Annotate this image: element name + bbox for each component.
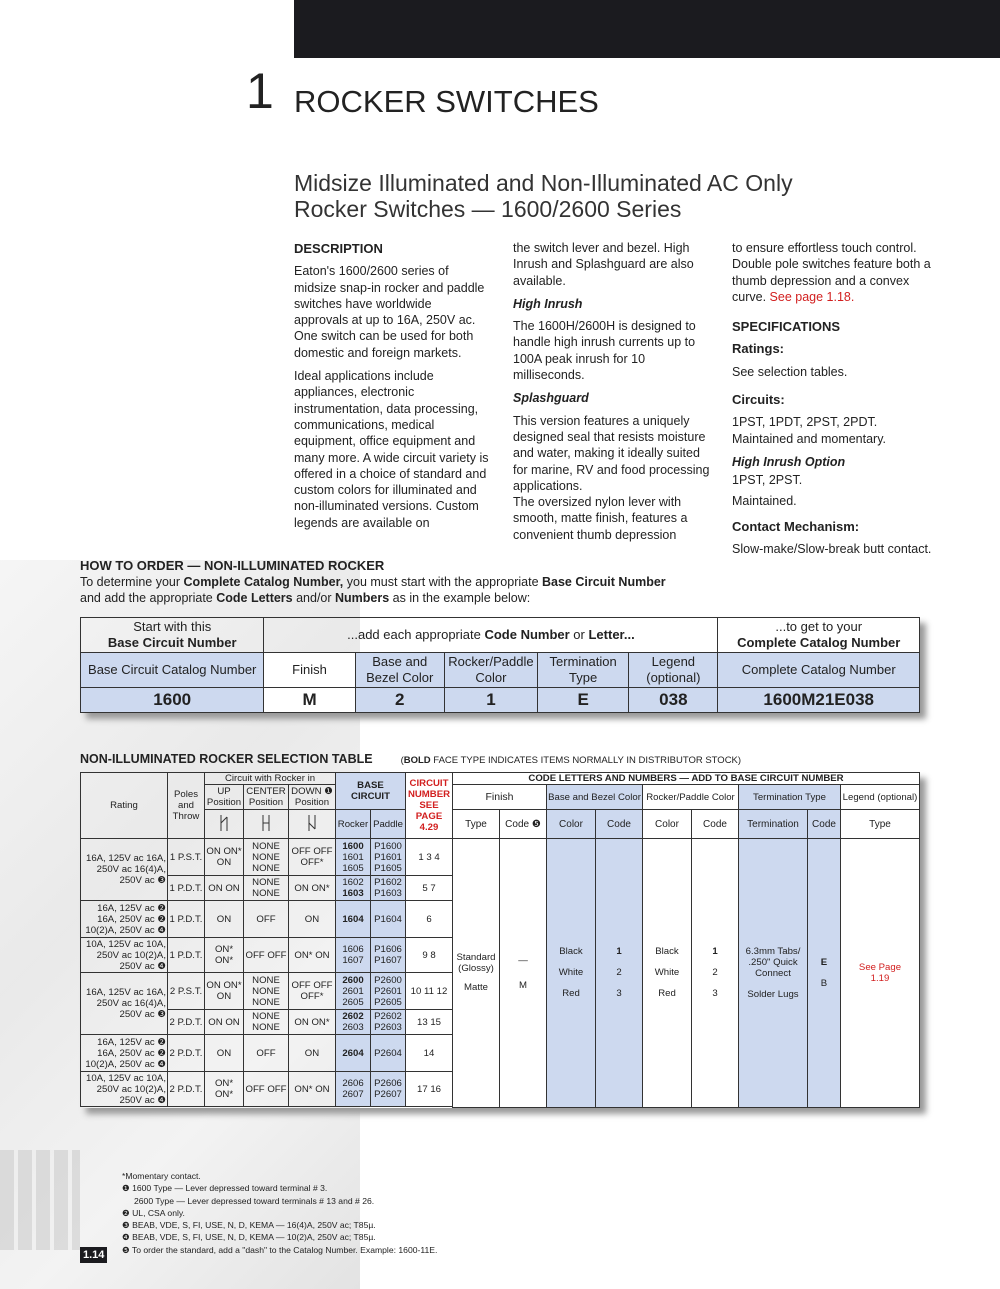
switch-down-icon xyxy=(307,814,317,832)
table-row: 16A, 125V ac 16A, 250V ac 16(4)A, 250V ac ❸ 2 P.S.T. ON ON* ON NONE NONE NONE OFF OFF OFF* 2600 2601 2605 P2600 P2601 P2605 10 11 12 xyxy=(81,973,920,1010)
example-legend: 038 xyxy=(629,688,718,713)
example-term: E xyxy=(538,688,629,713)
switch-up-icon xyxy=(219,814,229,832)
how-to-order: HOW TO ORDER — NON-ILLUMINATED ROCKER To determine your Complete Catalog Number, you must start with the appropriate Base Circuit Number and add the appropriate Code Letters and/or Numbers as in the example below: xyxy=(80,558,666,605)
table-row: 16A, 125V ac ❷ 16A, 250V ac ❷ 10(2)A, 250V ac ❹ 2 P.D.T. ON OFF ON 2604 P2604 14 xyxy=(81,1035,920,1072)
table-row: 16A, 125V ac ❷ 16A, 250V ac ❷ 10(2)A, 250V ac ❹ 1 P.D.T. ON OFF ON 1604 P1604 6 xyxy=(81,901,920,938)
section-title: ROCKER SWITCHES xyxy=(294,84,599,119)
description-heading: DESCRIPTION xyxy=(294,241,383,256)
background-keyboard-image xyxy=(0,1150,80,1250)
switch-center-icon xyxy=(261,814,271,832)
specifications-column: to ensure effortless touch control. Double pole switches feature both a thumb depression and a convex curve. See page 1.18. SPECIFICATIONS Ratings: See selection tables. Circuits: 1PST, 1PDT, 2PST, 2PDT. Maintained and momentary. High Inrush Option 1PST, 2PST. Maintained. Contact Mechanism: Slow-make/Slow-break butt contact. xyxy=(732,241,932,557)
selection-table: Rating Poles and Throw Circuit with Rocker in BASE CIRCUIT CIRCUIT NUMBER SEE PAGE 4.29 CODE LETTERS AND NUMBERS — ADD TO BASE CIRCUIT NUMBER UP Position CENTER Position DOWN ❶ Position Finish Base and Bezel Color Rocker/Paddle Color Termination Type Legend (optional) Rocker Paddle Type Code ❺ Color Code Color Code Termination Code Type 16A, 125V ac 16A, 250V ac 16(4)A, 250V ac ❸ 1 P.S.T. ON ON* ON NONE NONE NONE OFF OFF OFF* 1600 1601 1605 P1600 P1601 P1605 1 3 4 Standard (Glossy) Matte — M Black White Red 1 2 3 Black White Red 1 2 3 6.3mm Tabs/ .250" Quick Connect Solder Lugs E B See Page 1.19 1 P.D.T. ON ON NONE NONE ON ON* 1602 1603 P1602 P1603 5 7 16A, 125V ac ❷ 16A, 250V ac ❷ 10(2)A, 250V ac ❹ 1 P.D.T. ON OFF ON 1604 P1604 6 10A, 125V ac 10A, 250V ac 10(2)A, 250V ac ❹ 1 P.D.T. ON* ON* OFF OFF ON* ON 1606 1607 P1606 P1607 9 8 16A, 125V ac 16A, 250V ac 16(4)A, 250V ac ❸ 2 P.S.T. ON ON* ON NONE NONE NONE OFF OFF OFF* 2600 2601 2605 P2600 P2601 P2605 10 11 12 2 P.D.T. ON ON NONE NONE ON ON* 2602 2603 P2602 P2603 13 15 16A, 125V ac ❷ 16A, 250V ac ❷ 10(2)A, 250V ac ❹ 2 P.D.T. ON OFF ON 2604 P2604 14 10A, 125V ac 10A, 250V ac 10(2)A, 250V ac ❹ 2 P.D.T. ON* ON* OFF OFF ON* ON 2606 2607 P2606 P2607 17 16 xyxy=(80,772,920,1108)
table-row: 16A, 125V ac 16A, 250V ac 16(4)A, 250V ac ❸ 1 P.S.T. ON ON* ON NONE NONE NONE OFF OFF OFF* 1600 1601 1605 P1600 P1601 P1605 1 3 4 Standard (Glossy) Matte — M Black White Red 1 2 3 Black White Red 1 2 3 6.3mm Tabs/ .250" Quick Connect Solder Lugs E B See Page 1.19 xyxy=(81,839,920,876)
page-subtitle: Midsize Illuminated and Non-Illuminated AC Only Rocker Switches — 1600/2600 Series xyxy=(294,170,793,222)
high-inrush-heading: High Inrush xyxy=(513,296,583,311)
table-row: 1 P.D.T. ON ON NONE NONE ON ON* 1602 1603 P1602 P1603 5 7 xyxy=(81,876,920,901)
top-bar xyxy=(294,0,1000,58)
legend-link[interactable]: See Page 1.19 xyxy=(841,839,920,1108)
table-row: 10A, 125V ac 10A, 250V ac 10(2)A, 250V ac ❹ 1 P.D.T. ON* ON* OFF OFF ON* ON 1606 1607 P1606 P1607 9 8 xyxy=(81,938,920,973)
example-finish: M xyxy=(264,688,355,713)
page-number: 1.14 xyxy=(80,1247,107,1263)
table-row: 2 P.D.T. ON ON NONE NONE ON ON* 2602 2603 P2602 P2603 13 15 xyxy=(81,1010,920,1035)
footnotes: *Momentary contact. ❶ 1600 Type — Lever depressed toward terminal # 3. 2600 Type — Lever depressed toward terminals # 13 and # 26. ❷ UL, CSA only. ❸ BEAB, VDE, S, FI, USE, N, D, KEMA — 16(4)A, 250V ac; T85µ. ❹ BEAB, VDE, S, FI, USE, N, D, KEMA — 10(2)A, 250V ac; T85µ. ❺ To order the standard, add a "dash" to the Catalog Number. Example: 1600-11E. xyxy=(122,1171,438,1255)
example-bezel: 2 xyxy=(355,688,444,713)
example-base: 1600 xyxy=(81,688,264,713)
example-complete: 1600M21E038 xyxy=(718,688,920,713)
table-row: 10A, 125V ac 10A, 250V ac 10(2)A, 250V ac ❹ 2 P.D.T. ON* ON* OFF OFF ON* ON 2606 2607 P2606 P2607 17 16 xyxy=(81,1072,920,1107)
description-column: DESCRIPTION Eaton's 1600/2600 series of midsize snap-in rocker and paddle switches have worldwide approvals at up to 16A, 250V ac. One switch can be used for both domestic and foreign markets. Ideal applications include appliances, electronic instrumentation, data processing, communications, medical equipment, office equipment and many more. A wide circuit variety is offered in a choice of standard and custom colors for illuminated and non-illuminated versions. Custom legends are available on xyxy=(294,241,489,530)
splashguard-heading: Splashguard xyxy=(513,391,589,406)
see-page-link[interactable]: See page 1.18. xyxy=(769,289,855,304)
order-example-table: Start with this Base Circuit Number ...add each appropriate Code Number or Letter... ...to get to your Complete Catalog Number Base Circuit Catalog Number Finish Base and Bezel Color Rocker/Paddle Color Termination Type Legend (optional) Complete Catalog Number 1600 M 2 1 E 038 1600M21E038 xyxy=(80,617,920,713)
features-column: the switch lever and bezel. High Inrush and Splashguard are also available. High Inrush The 1600H/2600H is designed to handle high inrush currents up to 100A peak inrush for 10 milliseconds. Splashguard This version features a uniquely designed seal that resists moisture and water, making it ideally suited for marine, RV and food processing applications. The oversized nylon lever with smooth, matte finish, features a convenient thumb depression xyxy=(513,240,713,550)
selection-table-title: NON-ILLUMINATED ROCKER SELECTION TABLE (BOLD FACE TYPE INDICATES ITEMS NORMALLY IN DISTRIBUTOR STOCK) xyxy=(80,752,742,766)
chapter-number: 1 xyxy=(246,63,273,119)
example-rocker: 1 xyxy=(444,688,537,713)
specifications-heading: SPECIFICATIONS xyxy=(732,319,841,335)
